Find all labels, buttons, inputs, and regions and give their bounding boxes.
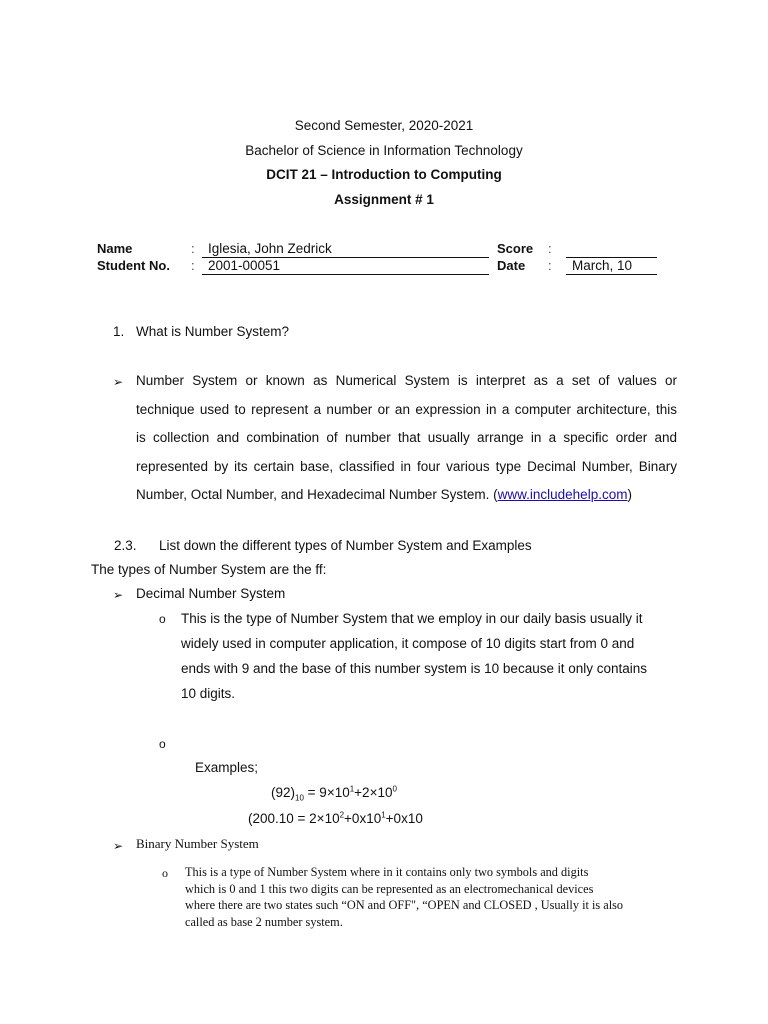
binary-desc-line-2: which is 0 and 1 this two digits can be represented as an electromechanical devices <box>185 881 594 896</box>
score-label: Score <box>497 241 534 256</box>
name-label: Name <box>97 241 133 256</box>
arrow-bullet-icon: ➢ <box>113 588 124 602</box>
q2-intro: The types of Number System are the ff: <box>91 562 327 577</box>
date-field[interactable]: March, 10 <box>566 258 657 275</box>
decimal-desc-line-2: widely used in computer application, it compose of 10 digits start from 0 and <box>181 636 635 651</box>
binary-desc-line-3: where there are two states such “ON and OFF", “OPEN and CLOSED , Usually it is also <box>185 898 624 912</box>
binary-desc-line-1: This is a type of Number System where in it contains only two symbols and digits <box>185 865 589 879</box>
course-title: DCIT 21 – Introduction to Computing <box>266 167 502 182</box>
q1-question: What is Number System? <box>136 324 290 339</box>
q1-answer-line-2: technique used to represent a number or an expression in a computer architecture, this <box>136 402 677 417</box>
q1-answer-line-1: Number System or known as Numerical System is interpret as a set of values or <box>136 373 677 388</box>
q2-number: 2.3. <box>114 538 137 553</box>
decimal-desc-line-3: ends with 9 and the base of this number system is 10 because it only contains <box>181 661 648 676</box>
student-no-colon: : <box>191 258 195 273</box>
decimal-title: Decimal Number System <box>136 586 286 601</box>
circle-bullet-icon: o <box>159 612 166 626</box>
semester-line: Second Semester, 2020-2021 <box>294 118 474 133</box>
arrow-bullet-icon: ➢ <box>113 375 124 389</box>
decimal-example-1: $(92)_{10} = 9\times 10^1+2\times 10^0$ <box>271 784 397 803</box>
circle-bullet-icon: o <box>162 866 168 880</box>
source-link[interactable]: www.includehelp.com <box>497 487 628 502</box>
score-colon: : <box>548 241 552 256</box>
name-field[interactable]: Iglesia, John Zedrick <box>202 241 489 258</box>
q1-answer-line-4: represented by its certain base, classified in four various type Decimal Number, Binary <box>136 459 677 474</box>
student-no-label: Student No. <box>97 258 170 273</box>
assignment-title: Assignment # 1 <box>334 192 434 207</box>
binary-title: Binary Number System <box>136 836 259 851</box>
q1-answer-line-3: is collection and combination of number that usually arrange in a specific order and <box>136 430 677 445</box>
examples-label: Examples; <box>195 760 259 775</box>
score-field[interactable] <box>566 241 657 258</box>
program-line: Bachelor of Science in Information Technology <box>245 143 523 158</box>
q1-number: 1. <box>113 324 125 339</box>
q1-answer-close-paren: ) <box>627 487 632 502</box>
date-colon: : <box>548 258 552 273</box>
decimal-desc-line-4: 10 digits. <box>181 686 236 701</box>
q2-question: List down the different types of Number System and Examples <box>159 538 532 553</box>
date-label: Date <box>497 258 526 273</box>
student-no-field[interactable]: 2001-00051 <box>202 258 489 275</box>
binary-desc-line-4: called as base 2 number system. <box>185 914 343 929</box>
arrow-bullet-icon: ➢ <box>113 839 124 853</box>
circle-bullet-icon: o <box>159 737 166 751</box>
name-colon: : <box>191 241 195 256</box>
q1-answer-last-text: Number, Octal Number, and Hexadecimal Number System. ( <box>136 487 498 502</box>
decimal-example-2: ($200.10 = 2\times 10^2+0x10^1+0x10$ <box>248 810 423 826</box>
decimal-desc-line-1: This is the type of Number System that we employ in our daily basis usually it <box>181 611 643 626</box>
q1-answer-line-5 <box>136 481 632 510</box>
